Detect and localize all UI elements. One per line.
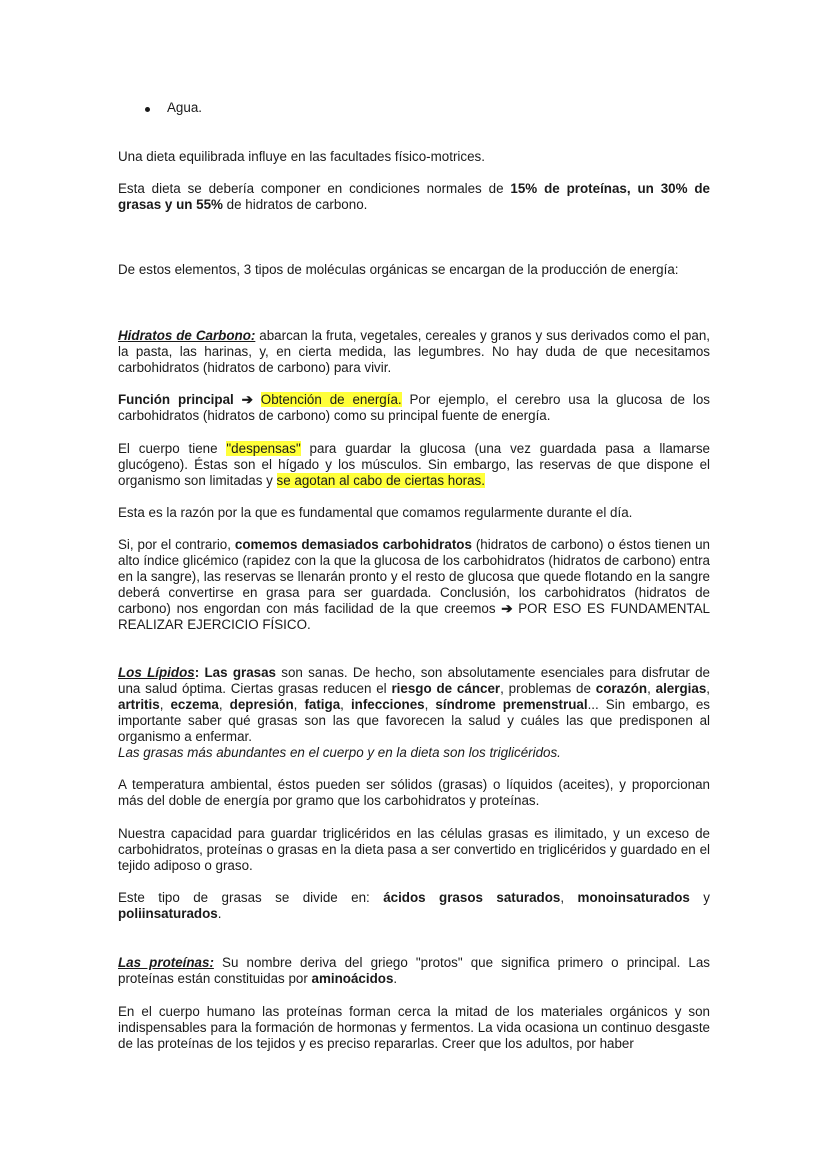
paragraph-despensas (118, 441, 710, 489)
bold-text: ácidos grasos saturados (383, 890, 561, 905)
bold-text: alergias (655, 681, 707, 696)
text: (hidratos de carbono) o éstos tienen un alto índice glicémico (rapidez con la que la glucosa de los carbohidratos (hidratos de carbono) entra en la sangre), las reservas se llenarán pronto y el resto de glucosa que quede flotando en la sangre deberá convertirse en grasa para ser guardada. Conclusión, los carbohidratos (hidratos de carbono) nos engordan con más facilidad de la que creemos (118, 537, 710, 616)
bold-text: Función principal (118, 392, 234, 407)
text: , (424, 697, 436, 712)
highlighted-text: se agotan al cabo de ciertas horas. (276, 473, 485, 488)
paragraph-moleculas: De estos elementos, 3 tipos de moléculas orgánicas se encargan de la producción de energía: (118, 262, 679, 277)
text: Si, por el contrario, (118, 537, 235, 552)
bullet-text: Agua. (167, 100, 202, 115)
text: . (393, 971, 398, 986)
text: POR ESO ES FUNDAMENTAL REALIZAR EJERCICIO FÍSICO. (118, 601, 710, 632)
paragraph-razon: Esta es la razón por la que es fundamental que comamos regularmente durante el día. (118, 505, 633, 520)
text: para guardar la glucosa (una vez guardada pasa a llamarse glucógeno). Éstas son el hígado y los músculos. Sin embargo, las reservas de que dispone el organismo son limitadas y (118, 441, 710, 488)
text: Este tipo de grasas se divide en: (118, 890, 384, 905)
bold-text: Las grasas (199, 665, 276, 680)
text: y (689, 890, 710, 905)
bold-text: 15% de proteínas, un 30% de grasas y un 55% (118, 181, 710, 212)
paragraph-composicion-dieta (118, 181, 710, 213)
text: , (340, 697, 351, 712)
bold-text: riesgo de cáncer (391, 681, 501, 696)
bold-text: eczema (170, 697, 219, 712)
section-heading-proteinas: Las proteínas: (118, 955, 214, 970)
paragraph-funcion-principal (118, 392, 710, 424)
highlighted-text: "despensas" (226, 441, 301, 456)
italic-text: Las grasas más abundantes en el cuerpo y en la dieta son los triglicéridos. (118, 745, 561, 760)
text: El cuerpo tiene (118, 441, 227, 456)
paragraph-demasiados-carbohidratos (118, 537, 710, 633)
paragraph-capacidad: Nuestra capacidad para guardar triglicéridos en las células grasas es ilimitado, y un exceso de carbohidratos, proteínas o grasas en la dieta pasa a ser convertido en triglicéridos y guardado en el tejido adiposo o graso. (118, 826, 710, 873)
text: , (647, 681, 656, 696)
arrow-right-icon: ➔ (501, 601, 513, 616)
text: de hidratos de carbono. (222, 197, 368, 212)
paragraph-dieta-equilibrada: Una dieta equilibrada influye en las facultades físico-motrices. (118, 149, 485, 164)
text: , problemas de (500, 681, 596, 696)
paragraph-tipos-grasas (118, 890, 710, 922)
bold-text: artritis (118, 697, 160, 712)
text: abarcan la fruta, vegetales, cereales y granos y sus derivados como el pan, la pasta, las harinas, y, en cierta medida, las legumbres. No hay duda de que necesitamos carbohidratos (hidratos de carbono) para vivir. (118, 328, 710, 375)
bold-text: corazón (595, 681, 648, 696)
text: Por ejemplo, el cerebro usa la glucosa de los carbohidratos (hidratos de carbono) como su principal fuente de energía. (118, 392, 710, 423)
text: , (706, 681, 710, 696)
section-heading-lipidos: Los Lípidos (118, 665, 195, 680)
text: Su nombre deriva del griego "protos" que significa primero o principal. Las proteínas están constituidas por (118, 955, 710, 986)
bold-text: : (194, 665, 200, 680)
paragraph-temperatura: A temperatura ambiental, éstos pueden ser sólidos (grasas) o líquidos (aceites), y proporcionan más del doble de energía por gramo que los carbohidratos y proteínas. (118, 777, 710, 808)
arrow-right-icon: ➔ (241, 392, 253, 407)
text: , (159, 697, 171, 712)
bold-text: síndrome premenstrual (435, 697, 588, 712)
bold-text: infecciones (350, 697, 425, 712)
section-heading-hidratos: Hidratos de Carbono: (118, 328, 256, 343)
text: , (218, 697, 230, 712)
text: . (217, 906, 222, 921)
bold-text: aminoácidos (311, 971, 394, 986)
paragraph-proteinas-cuerpo: En el cuerpo humano las proteínas forman cerca la mitad de los materiales orgánicos y son indispensables para la formación de hormonas y fermentos. La vida ocasiona un continuo desgaste de las proteínas de los tejidos y es preciso repararlas. Creer que los adultos, por haber (118, 1004, 710, 1051)
bold-text: depresión (229, 697, 294, 712)
paragraph-hidratos-intro (118, 328, 710, 376)
paragraph-proteinas-intro (118, 955, 710, 987)
text: ... Sin embargo, es importante saber qué grasas son las que favorecen la salud y cuáles las que predisponen al organismo a enfermar. (118, 697, 710, 744)
bold-text: monoinsaturados (577, 890, 690, 905)
text: , (560, 890, 578, 905)
bold-text: fatiga (304, 697, 341, 712)
bullet-dot-icon (145, 107, 150, 112)
text: Esta dieta se debería componer en condiciones normales de (118, 181, 511, 196)
text: , (293, 697, 305, 712)
paragraph-lipidos-intro (118, 665, 710, 761)
text: son sanas. De hecho, son absolutamente esenciales para disfrutar de una salud óptima. Ciertas grasas reducen el (118, 665, 710, 696)
highlighted-text: Obtención de energía. (260, 392, 402, 407)
bold-text: comemos demasiados carbohidratos (234, 537, 472, 552)
bold-text: poliinsaturados (118, 906, 218, 921)
